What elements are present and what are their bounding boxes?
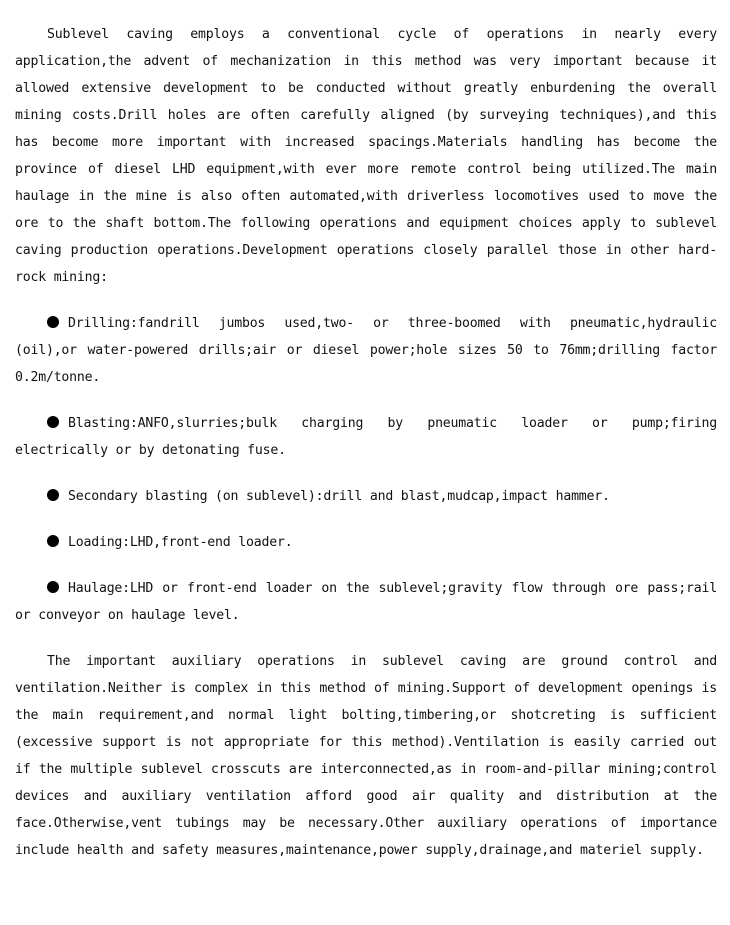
bullet-text: Blasting:ANFO,slurries;bulk charging by pneumatic loader or pump;firing electrically or by detonating fuse. [15,416,717,458]
bullet-dot-icon [47,535,59,547]
bullet-item-haulage [15,575,717,629]
document-page [15,21,717,864]
bullet-dot-icon [47,316,59,328]
bullet-text: Loading:LHD,front-end loader. [68,535,293,550]
bullet-text: Drilling:fandrill jumbos used,two- or three-boomed with pneumatic,hydraulic (oil),or water-powered drills;air or diesel power;hole sizes 50 to 76mm;drilling factor 0.2m/tonne. [15,316,717,385]
bullet-item-drilling [15,310,717,391]
bullet-text: Secondary blasting (on sublevel):drill and blast,mudcap,impact hammer. [68,489,610,504]
closing-paragraph: The important auxiliary operations in sublevel caving are ground control and ventilation.Neither is complex in this method of mining.Support of development openings is the main requirement,and normal light bolting,timbering,or shotcreting is sufficient (excessive support is not appropriate for this method).Ventilation is easily carried out if the multiple sublevel crosscuts are interconnected,as in room-and-pillar mining;control devices and auxiliary ventilation afford good air quality and distribution at the face.Otherwise,vent tubings may be necessary.Other auxiliary operations of importance include health and safety measures,maintenance,power supply,drainage,and materiel supply. [15,654,717,858]
bullet-item-loading [15,529,717,556]
bullet-dot-icon [47,581,59,593]
bullet-dot-icon [47,416,59,428]
bullet-item-blasting [15,410,717,464]
bullet-text: Haulage:LHD or front-end loader on the sublevel;gravity flow through ore pass;rail or conveyor on haulage level. [15,581,717,623]
intro-paragraph: Sublevel caving employs a conventional cycle of operations in nearly every application,the advent of mechanization in this method was very important because it allowed extensive development to be conducted without greatly enburdening the overall mining costs.Drill holes are often carefully aligned (by surveying techniques),and this has become more important with increased spacings.Materials handling has become the province of diesel LHD equipment,with ever more remote control being utilized.The main haulage in the mine is also often automated,with driverless locomotives used to move the ore to the shaft bottom.The following operations and equipment choices apply to sublevel caving production operations.Development operations closely parallel those in other hard-rock mining: [15,27,717,285]
bullet-item-secondary-blasting [15,483,717,510]
bullet-dot-icon [47,489,59,501]
